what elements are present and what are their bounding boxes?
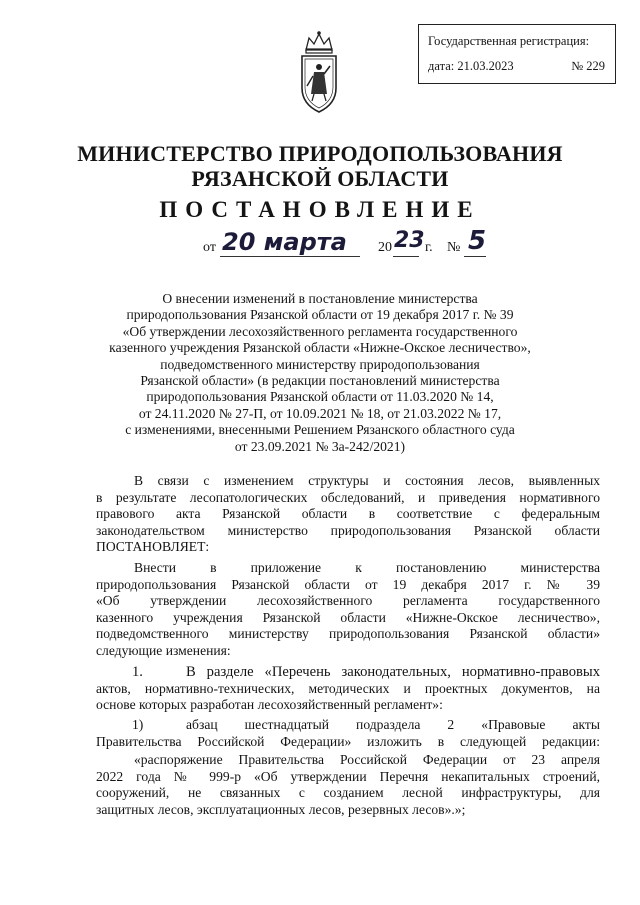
coat-of-arms-icon	[296, 30, 342, 116]
item-line: основе которых разработан лесохозяйственный регламент»:	[96, 697, 443, 713]
preamble-line: законодательством министерство природопользования Рязанской области	[96, 522, 600, 538]
main-line: «Об утверждении лесохозяйственного регламента государственного	[96, 593, 600, 609]
subject-line: Рязанской области» (в редакции постановлений министерства	[140, 373, 500, 389]
subject-line: природопользования Рязанской области от 11.03.2020 № 14,	[146, 389, 494, 405]
subject-line: от 23.09.2021 № 3а-242/2021)	[234, 438, 406, 454]
item-number: 1.	[132, 664, 143, 680]
document-type: ПОСТАНОВЛЕНИЕ	[159, 197, 481, 222]
year-suffix: г.	[425, 240, 433, 255]
registration-date: дата: 21.03.2023	[428, 59, 514, 73]
decree-subject	[100, 291, 540, 455]
item-line: актов, нормативно-технических, методических и проектных документов, на	[96, 680, 600, 696]
quote-line: сооружений, не связанных с созданием лесной инфраструктуры, для	[96, 785, 600, 801]
subitem-number: 1)	[132, 717, 144, 732]
quote-line: защитных лесов, эксплуатационных лесов, резервных лесов».»;	[96, 801, 466, 817]
item-1	[96, 664, 600, 714]
quote-line: «распоряжение Правительства Российской Федерации от 23 апреля	[134, 752, 600, 767]
handwritten-number: 5	[468, 226, 487, 256]
subject-line: «Об утверждении лесохозяйственного регламента государственного	[122, 323, 518, 339]
resolves-keyword: ПОСТАНОВЛЯЕТ:	[96, 539, 210, 555]
subitem-line: Правительства Российской Федерации» изложить в следующей редакции:	[96, 733, 600, 749]
preamble-line: В связи с изменением структуры и состояния лесов, выявленных	[134, 473, 600, 488]
subject-line: от 24.11.2020 № 27-П, от 10.09.2021 № 18, от 21.03.2022 № 17,	[138, 405, 502, 421]
subject-line: казенного учреждения Рязанской области «Нижне-Окское лесничество»,	[109, 340, 531, 356]
date-prefix: от	[203, 240, 216, 255]
main-line: природопользования Рязанской области от 19 декабря 2017 г. № 39	[96, 576, 600, 592]
registration-number: № 229	[571, 59, 605, 73]
quoted-text	[96, 752, 600, 818]
preamble-line: в результате лесопатологических обследований, и приведения нормативного	[96, 489, 600, 505]
subject-line: О внесении изменений в постановление министерства	[162, 291, 478, 306]
main-line: казенного учреждения Рязанской области «Нижне-Окское лесничество»,	[96, 609, 600, 625]
subject-line: с изменениями, внесенными Решением Рязанского областного суда	[125, 422, 515, 438]
preamble-line: правового акта Рязанской области в соответствие с федеральным	[96, 506, 600, 522]
year-prefix: 20	[378, 240, 392, 255]
quote-line: 2022 года № 999-р «Об утверждении Перечня некапитальных строений,	[96, 768, 600, 784]
ministry-name: МИНИСТЕРСТВО ПРИРОДОПОЛЬЗОВАНИЯ	[77, 141, 563, 166]
number-sign: №	[447, 240, 461, 255]
subject-line: природопользования Рязанской области от 19 декабря 2017 г. № 39	[126, 307, 514, 323]
subitem-line: абзац шестнадцатый подраздела 2 «Правовые акты	[186, 717, 600, 732]
ministry-region: РЯЗАНСКОЙ ОБЛАСТИ	[191, 166, 449, 191]
subitem-1	[96, 717, 600, 750]
item-line: В разделе «Перечень законодательных, нормативно-правовых	[186, 664, 600, 680]
handwritten-date: 20 марта	[222, 228, 347, 256]
handwritten-year: 23	[394, 228, 425, 253]
registration-stamp	[418, 24, 616, 84]
main-line: Внести в приложение к постановлению министерства	[134, 560, 600, 575]
main-line: подведомственного министерству природопользования Рязанской области»	[96, 626, 600, 642]
main-line: следующие изменения:	[96, 642, 231, 658]
preamble	[96, 473, 600, 556]
subject-line: подведомственного министерству природопользования	[160, 356, 480, 372]
dateline	[0, 228, 640, 264]
registration-title: Государственная регистрация:	[428, 34, 590, 48]
main-clause	[96, 560, 600, 660]
